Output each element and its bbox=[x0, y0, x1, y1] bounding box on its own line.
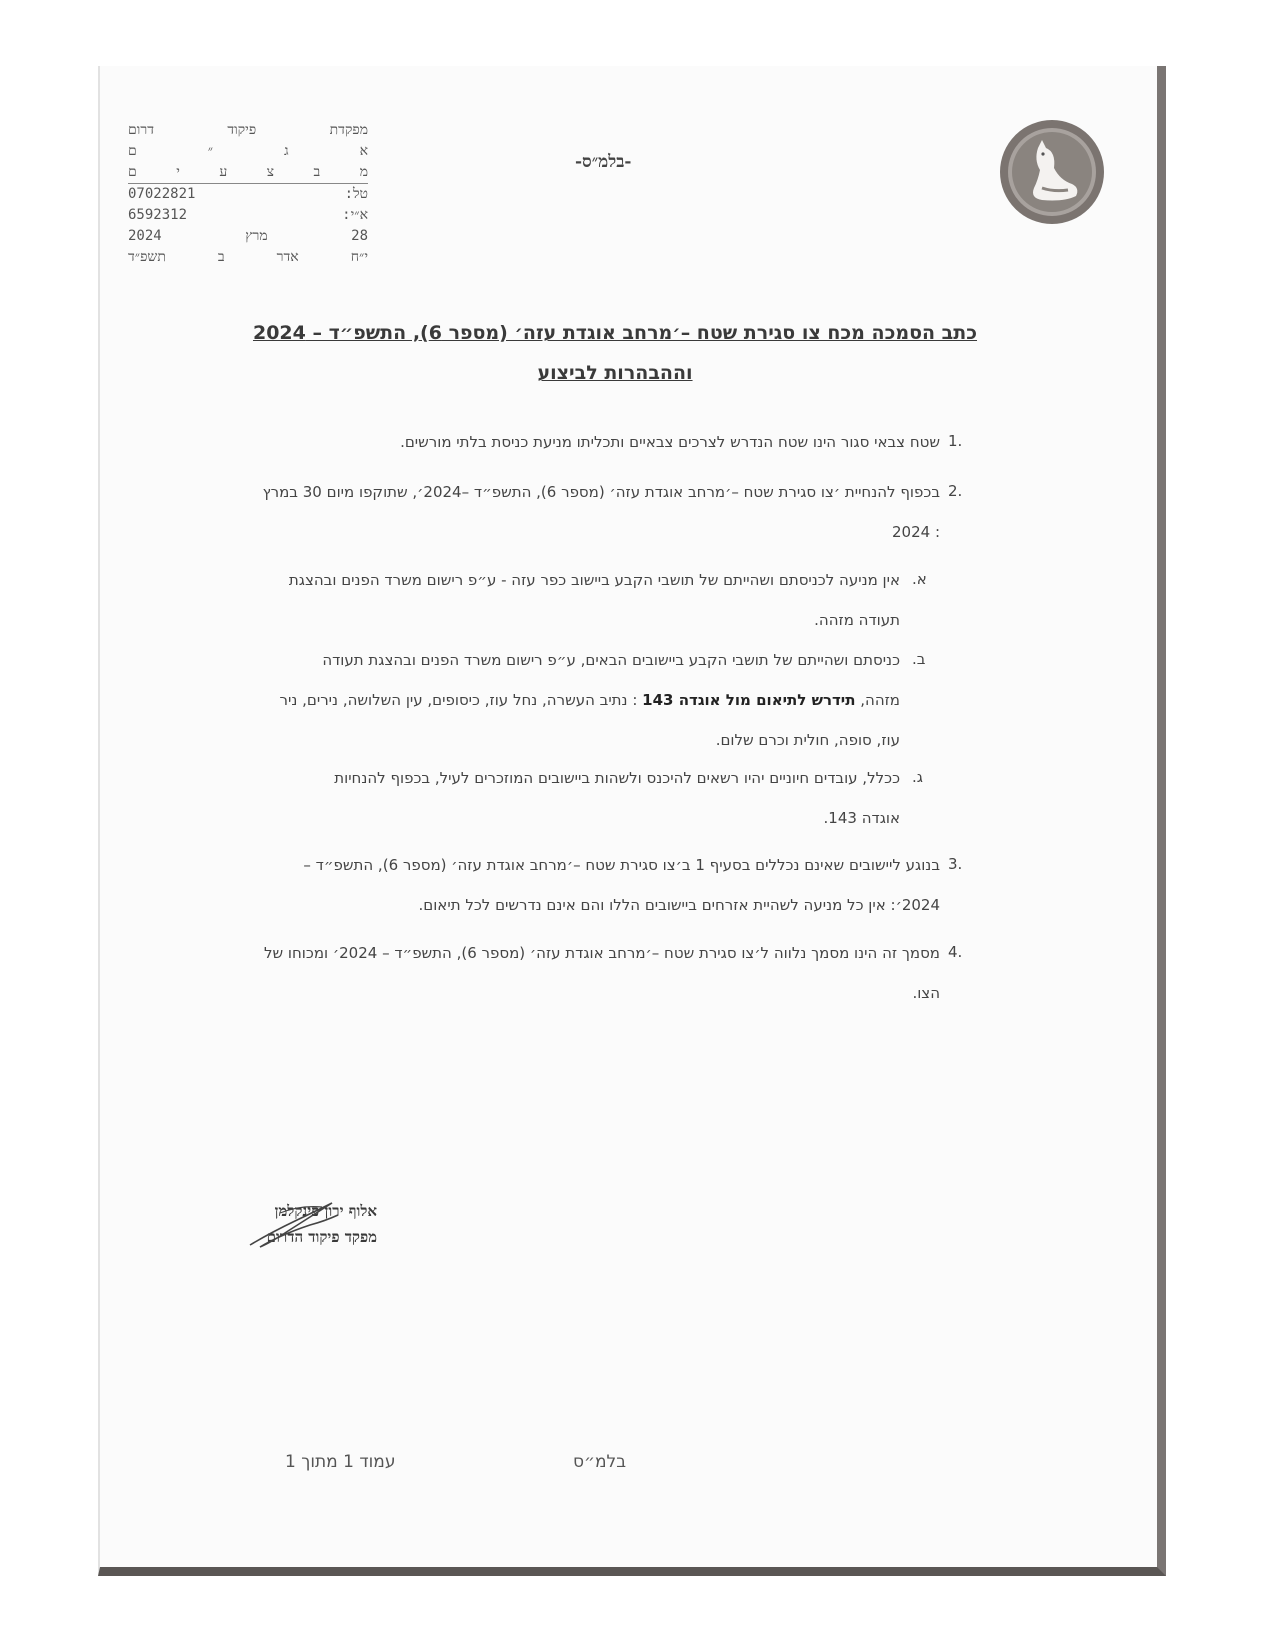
item-b-line2-post: : נתיב העשרה, נחל עוז, כיסופים, עין השלושה, נירים, ניר bbox=[279, 691, 638, 709]
header-date-row bbox=[128, 226, 368, 247]
header-ref-label: א״י: bbox=[342, 207, 368, 223]
item-b-line2-bold: תידרש לתיאום מול אוגדה 143 bbox=[642, 691, 856, 709]
signatory-role: מפקד פיקוד הדרום bbox=[266, 1228, 377, 1246]
header-unit-3: דרום bbox=[128, 122, 154, 138]
header-heb-day: י״ח bbox=[350, 249, 368, 265]
header-branch-3: ״ bbox=[207, 143, 214, 159]
header-date-month: מרץ bbox=[245, 228, 268, 244]
item-2-number: .2 bbox=[948, 482, 963, 500]
item-b-line1: כניסתם ושהייתם של תושבי הקבע ביישובים הבאים, ע״פ רישום משרד הפנים ובהצגת תעודה bbox=[322, 651, 900, 669]
header-branch-2: ג bbox=[284, 143, 289, 159]
item-a-line2: תעודה מזהה. bbox=[814, 611, 900, 629]
handwritten-signature-icon bbox=[240, 1195, 350, 1255]
item-c-line1: ככלל, עובדים חיוניים יהיו רשאים להיכנס ולשהות ביישובים המוזכרים לעיל, בכפוף להנחיות bbox=[334, 769, 900, 787]
item-b-line2-pre: מזהה, bbox=[860, 691, 900, 709]
item-4-line1: מסמך זה הינו מסמך נלווה ל׳צו סגירת שטח –׳מרחב אוגדת עזה׳ (מספר 6), התשפ״ד – 2024׳ ומכוחו של bbox=[264, 944, 940, 962]
document-title-line2: וההבהרות לביצוע bbox=[537, 362, 693, 384]
header-date-day: 28 bbox=[351, 228, 368, 244]
item-b-line3: עוז, סופה, חולית וכרם שלום. bbox=[715, 731, 900, 749]
header-dept-4: ע bbox=[219, 164, 228, 180]
item-1-text: שטח צבאי סגור הינו שטח הנדרש לצרכים צבאיים ותכליתו מניעת כניסת בלתי מורשים. bbox=[400, 433, 940, 451]
signatory-name: אלוף ירון פינקלמן bbox=[274, 1202, 377, 1220]
item-c-line2: אוגדה 143. bbox=[823, 809, 900, 827]
item-4-number: .4 bbox=[948, 943, 963, 961]
header-heb-month: אדר bbox=[276, 249, 299, 265]
header-dept-2: ב bbox=[313, 164, 321, 180]
classification-top: -בלמ״ס- bbox=[575, 152, 632, 172]
header-branch-row bbox=[128, 141, 368, 162]
item-a-number: א. bbox=[912, 570, 927, 588]
item-3-line1: בנוגע ליישובים שאינם נכללים בסעיף 1 ב׳צו סגירת שטח –׳מרחב אוגדת עזה׳ (מספר 6), התשפ״ד – bbox=[303, 856, 940, 874]
header-dept-5: י bbox=[176, 164, 180, 180]
header-dept-6: ם bbox=[128, 164, 137, 180]
footer-classification: בלמ״ס bbox=[573, 1452, 627, 1472]
header-dept-1: מ bbox=[359, 164, 368, 180]
item-3-number: .3 bbox=[948, 855, 963, 873]
document-title-line1: כתב הסמכה מכח צו סגירת שטח –׳מרחב אוגדת עזה׳ (מספר 6), התשפ״ד – 2024 bbox=[252, 322, 978, 344]
item-1-number: .1 bbox=[948, 432, 963, 450]
header-heb-month2: ב bbox=[217, 249, 225, 265]
item-2-line2: : 2024 bbox=[891, 523, 940, 541]
header-branch-1: א bbox=[359, 143, 368, 159]
header-block bbox=[128, 120, 368, 268]
item-b-number: ב. bbox=[912, 650, 926, 668]
header-unit-2: פיקוד bbox=[227, 122, 257, 138]
header-heb-year: תשפ״ד bbox=[128, 249, 166, 265]
item-b-line2 bbox=[200, 680, 900, 721]
item-4-line2: הצו. bbox=[912, 984, 940, 1002]
header-unit-1: מפקדת bbox=[329, 122, 368, 138]
header-date-year: 2024 bbox=[128, 228, 162, 244]
header-ref-row bbox=[128, 205, 368, 226]
header-phone-value: 07022821 bbox=[128, 186, 196, 202]
item-a-line1: אין מניעה לכניסתם ושהייתם של תושבי הקבע ביישוב כפר עזה - ע״פ רישום משרד הפנים ובהצגת bbox=[288, 571, 900, 589]
header-ref-value: 6592312 bbox=[128, 207, 188, 223]
header-hebdate-row bbox=[128, 247, 368, 268]
header-phone-label: טל: bbox=[344, 186, 368, 202]
header-dept-row bbox=[128, 162, 368, 183]
item-2-line1: בכפוף להנחיית ׳צו סגירת שטח –׳מרחב אוגדת עזה׳ (מספר 6), התשפ״ד –2024׳, שתוקפו מיום 30 במרץ bbox=[262, 483, 940, 501]
footer-page-number: עמוד 1 מתוך 1 bbox=[285, 1452, 396, 1472]
southern-command-emblem-icon bbox=[998, 118, 1106, 226]
header-dept-3: צ bbox=[266, 164, 275, 180]
header-branch-4: ם bbox=[128, 143, 137, 159]
item-3-line2: 2024׳: אין כל מניעה לשהיית אזרחים ביישובים הללו והם אינם נדרשים לכל תיאום. bbox=[418, 896, 940, 914]
header-unit-row bbox=[128, 120, 368, 141]
header-phone-row bbox=[128, 183, 368, 205]
item-c-number: ג. bbox=[912, 768, 923, 786]
